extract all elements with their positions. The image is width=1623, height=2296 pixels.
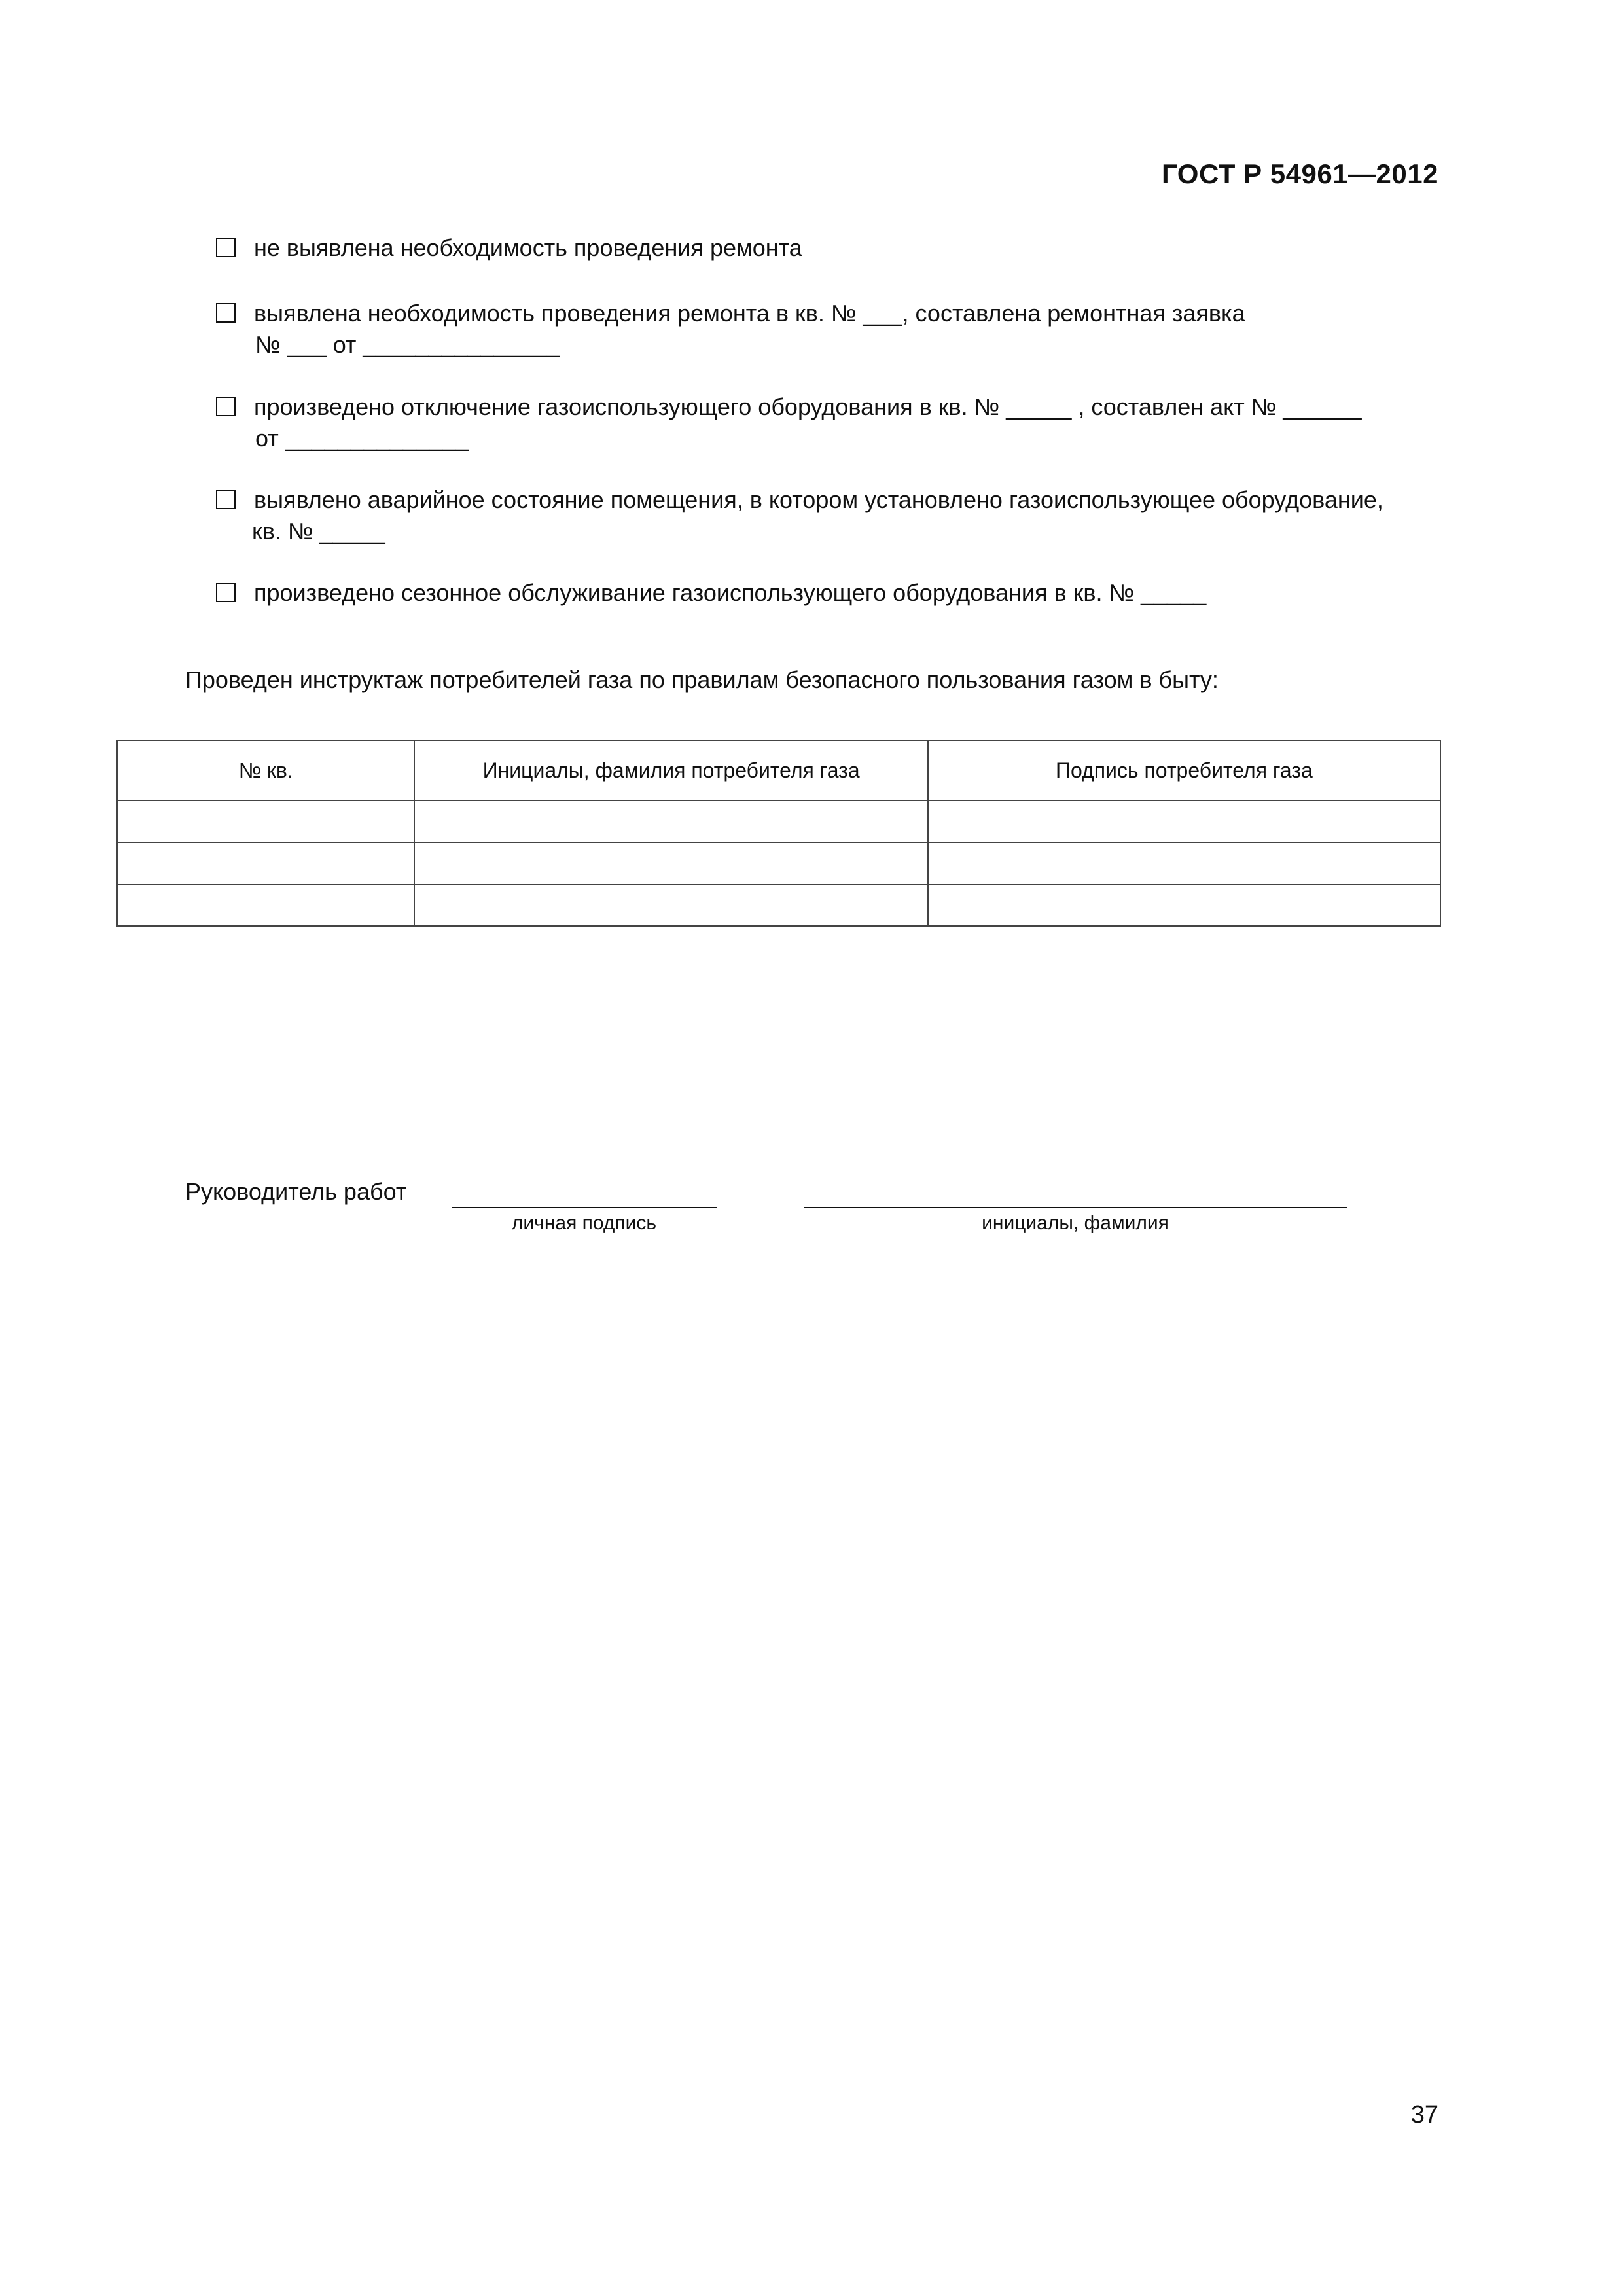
checklist-item-continuation: кв. № _____: [252, 518, 385, 545]
checkbox[interactable]: [216, 490, 236, 509]
checklist-item-text: произведено отключение газоиспользующего оборудования в кв. № _____ , составлен акт № ______: [254, 393, 1362, 420]
checklist-item-continuation: № ___ от _______________: [255, 331, 560, 358]
table-row: [117, 842, 1440, 884]
document-code: ГОСТ Р 54961—2012: [1162, 158, 1438, 189]
checkbox[interactable]: [216, 303, 236, 323]
table-cell[interactable]: [117, 842, 414, 884]
table-cell[interactable]: [928, 884, 1440, 926]
signature-caption: личная подпись: [511, 1212, 657, 1234]
table-cell[interactable]: [414, 842, 927, 884]
table-header-row: [117, 740, 1440, 800]
checkbox[interactable]: [216, 583, 236, 602]
signature-line[interactable]: [452, 1207, 717, 1208]
table-cell[interactable]: [117, 800, 414, 842]
table-cell[interactable]: [414, 800, 927, 842]
page-number: 37: [1410, 2101, 1438, 2128]
checkbox[interactable]: [216, 238, 236, 257]
checklist-item-text: выявлено аварийное состояние помещения, в котором установлено газоиспользующее оборудование,: [254, 486, 1383, 513]
checklist-item-text: произведено сезонное обслуживание газоиспользующего оборудования в кв. № _____: [254, 579, 1207, 606]
name-caption: инициалы, фамилия: [982, 1212, 1169, 1234]
column-header: Подпись потребителя газа: [928, 740, 1440, 800]
checklist-item-text: не выявлена необходимость проведения ремонта: [254, 234, 802, 261]
consumer-briefing-table: [116, 740, 1441, 927]
column-header: Инициалы, фамилия потребителя газа: [414, 740, 927, 800]
checklist-item-equipment-disconnected: [216, 391, 1362, 454]
table-cell[interactable]: [117, 884, 414, 926]
table-cell[interactable]: [928, 800, 1440, 842]
checklist-item-repair-needed: [216, 298, 1245, 361]
instruction-text: Проведен инструктаж потребителей газа по правилам безопасного пользования газом в быту:: [185, 666, 1219, 693]
checklist-item-emergency-state: [216, 484, 1383, 547]
column-header: № кв.: [117, 740, 414, 800]
checklist-item-continuation: от ______________: [255, 425, 469, 452]
checkbox[interactable]: [216, 397, 236, 416]
checklist-item-no-repair: [216, 232, 802, 264]
table-cell[interactable]: [928, 842, 1440, 884]
table-row: [117, 800, 1440, 842]
table-cell[interactable]: [414, 884, 927, 926]
table-row: [117, 884, 1440, 926]
checklist-item-seasonal-service: [216, 577, 1206, 609]
supervisor-label: Руководитель работ: [185, 1178, 407, 1205]
checklist-item-text: выявлена необходимость проведения ремонта в кв. № ___, составлена ремонтная заявка: [254, 300, 1245, 327]
name-line[interactable]: [804, 1207, 1347, 1208]
